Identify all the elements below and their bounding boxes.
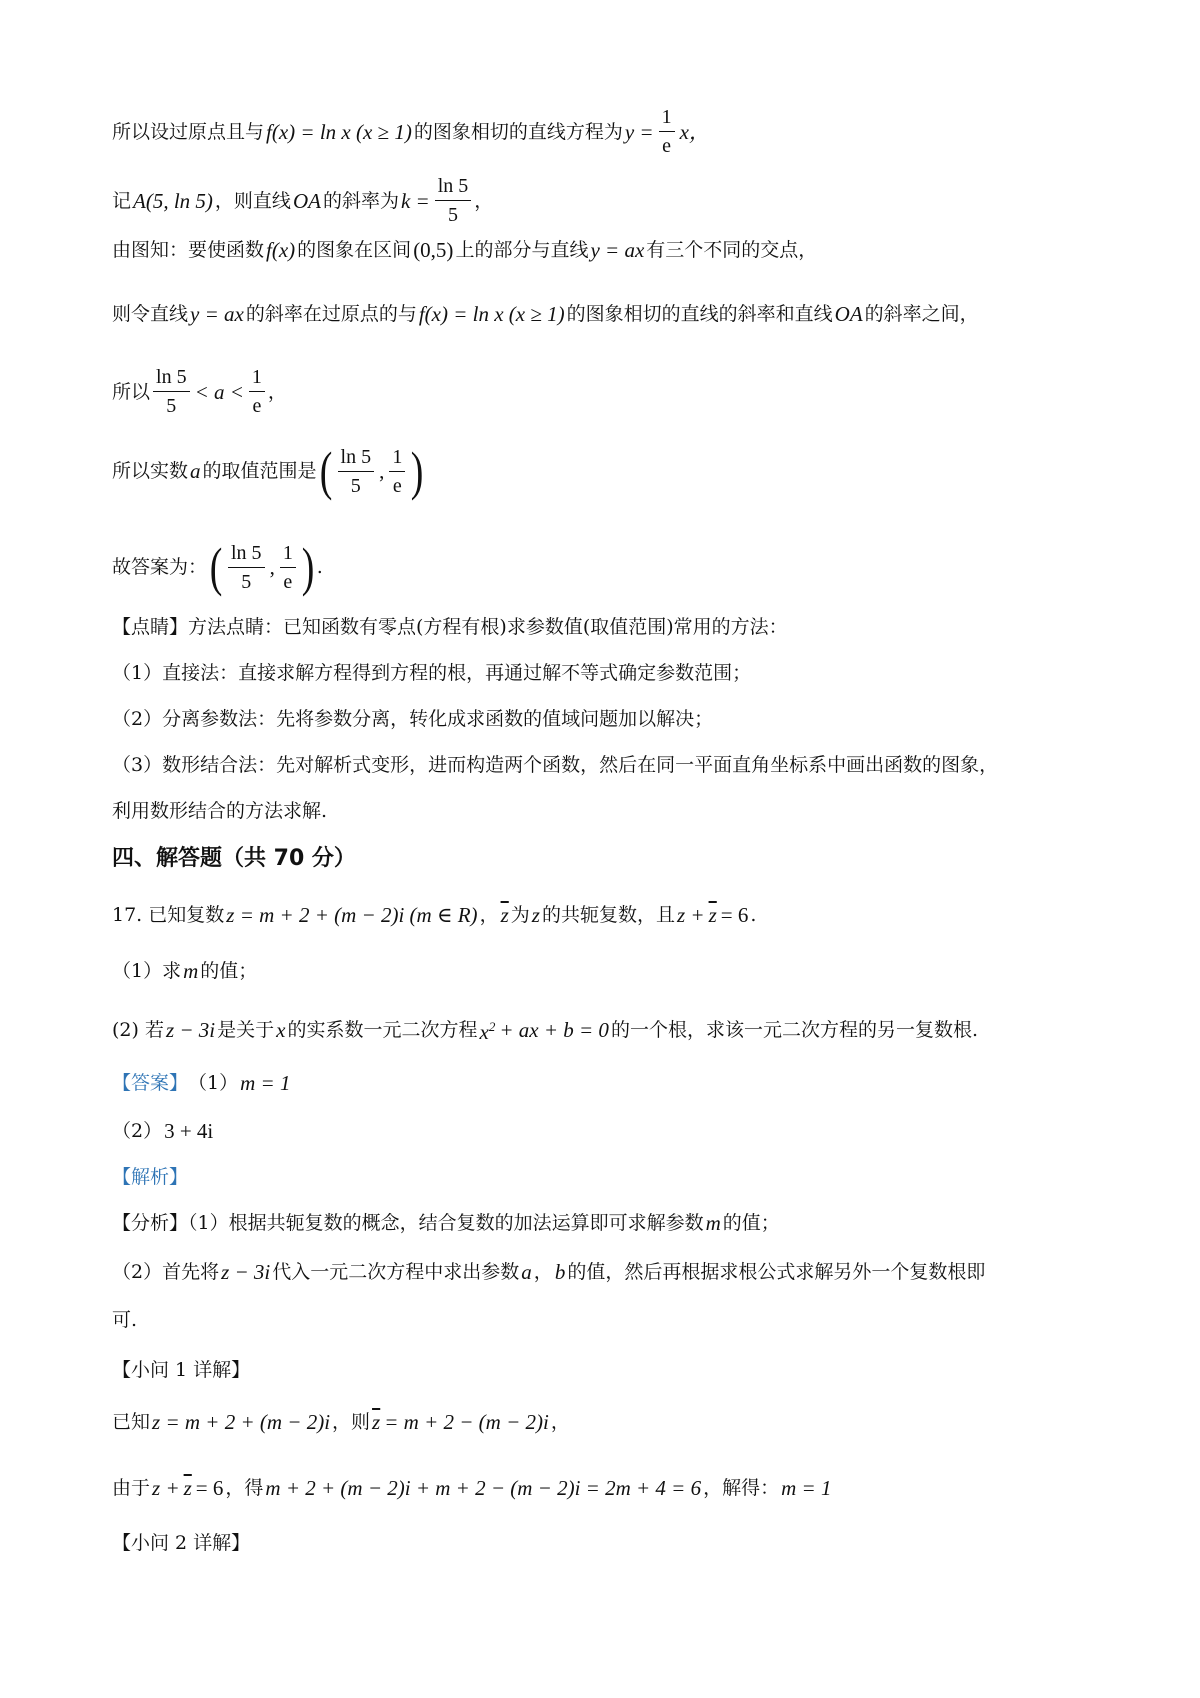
text: 【分析】（1）根据共轭复数的概念，结合复数的加法运算即可求解参数 <box>112 1212 704 1234</box>
text: （3）数形结合法：先对解析式变形，进而构造两个函数，然后在同一平面直角坐标系中画出函数的图象， <box>112 754 999 776</box>
text: 故答案为： <box>112 556 208 578</box>
text: （1）直接法：直接求解方程得到方程的根，再通过解不等式确定参数范围； <box>112 662 752 684</box>
fraction-numerator: 1 <box>249 365 265 392</box>
text: 利用数形结合的方法求解. <box>112 800 328 822</box>
analysis-line <box>112 1259 1120 1285</box>
math-expression: f(x) = ln x (x ≥ 1) <box>266 119 412 144</box>
text: 则令直线 <box>112 303 189 325</box>
question-line <box>112 1014 1120 1045</box>
math-expression: = m + 2 − (m − 2)i <box>384 1410 549 1434</box>
text: 【小问 2 详解】 <box>112 1532 251 1554</box>
math-expression <box>478 1014 498 1045</box>
math-expression: m = 1 <box>781 1476 832 1500</box>
fraction-numerator: ln 5 <box>228 541 265 568</box>
math-expression: = 6 <box>195 1476 224 1500</box>
text: ，则直线 <box>214 189 291 212</box>
math-expression: $\overline{z}$ <box>500 903 509 927</box>
text: ，解得： <box>703 1477 780 1499</box>
text: ， <box>474 189 494 212</box>
text: （2）分离参数法：先将参数分离，转化成求函数的值域问题加以解决； <box>112 708 714 730</box>
text: . <box>750 904 757 926</box>
fraction-numerator: ln 5 <box>153 365 190 392</box>
text: ， <box>550 1411 570 1433</box>
solution-line <box>112 1475 1120 1501</box>
math-expression: z − 3i <box>221 1260 271 1284</box>
math-expression: 3 + 4i <box>164 1119 214 1143</box>
text: 记 <box>112 189 132 212</box>
math-exponent: 2 <box>488 1019 496 1034</box>
text-line <box>112 237 1120 263</box>
tip-item <box>112 706 1120 732</box>
math-expression: x <box>276 1017 286 1042</box>
text: 所以设过原点且与 <box>112 120 265 143</box>
text: （2）首先将 <box>112 1261 220 1283</box>
section-title: 四、解答题（共 70 分） <box>112 846 356 871</box>
text: 由图知：要使函数 <box>112 239 265 261</box>
fraction-denominator: 5 <box>166 395 177 417</box>
text: (2) 若 <box>112 1018 164 1041</box>
text: （1）求 <box>112 960 182 982</box>
tip-item <box>112 752 1120 778</box>
analysis-tag-line <box>112 1164 1120 1190</box>
solution-line <box>112 1409 1120 1435</box>
math-expression: z <box>531 903 540 927</box>
text-line <box>112 365 1120 418</box>
analysis-tag: 【解析】 <box>112 1166 189 1188</box>
math-expression: b <box>554 1260 566 1284</box>
text: 有三个不同的交点， <box>646 239 818 261</box>
analysis-line <box>112 1210 1120 1236</box>
text: （1） <box>188 1072 239 1094</box>
math-expression: z − 3i <box>165 1017 216 1042</box>
math-expression: y = ax <box>190 302 244 326</box>
fraction-numerator: ln 5 <box>338 445 375 472</box>
left-paren: ( <box>209 537 223 597</box>
fraction <box>153 365 190 418</box>
fraction-numerator: 1 <box>280 541 296 568</box>
tip-item <box>112 660 1120 686</box>
text: 17. 已知复数 <box>112 904 225 926</box>
answer-tag: 【答案】 <box>112 1072 189 1094</box>
text: 的一个根，求该一元二次方程的另一复数根. <box>610 1018 978 1041</box>
text: 为 <box>510 904 530 926</box>
text: 是关于 <box>217 1018 275 1041</box>
math-expression: f(x) <box>266 238 296 262</box>
text: 【点睛】方法点睛：已知函数有零点(方程有根)求参数值(取值范围)常用的方法： <box>112 616 788 638</box>
text: 所以实数 <box>112 460 189 482</box>
math-expression: a <box>521 1260 532 1284</box>
fraction-denominator: e <box>662 135 672 157</box>
fraction-denominator: e <box>252 395 262 417</box>
text-line <box>112 105 1120 158</box>
math-expression: (0,5) <box>413 238 454 262</box>
answer-line <box>112 1118 1120 1144</box>
math-expression: m <box>183 959 199 983</box>
math-expression: OA <box>834 302 863 326</box>
math-expression: z = m + 2 + (m − 2)i <box>152 1410 331 1434</box>
comma: , <box>269 555 275 579</box>
text: ， <box>533 1261 553 1283</box>
math-expression: z = m + 2 + (m − 2)i (m ∈ R) <box>226 903 478 927</box>
math-expression: m + 2 + (m − 2)i + m + 2 − (m − 2)i = 2m + 4 = 6 <box>265 1476 702 1500</box>
fraction-denominator: e <box>392 474 402 497</box>
math-expression: + ax + b = 0 <box>499 1017 609 1042</box>
math-expression: y = <box>624 119 654 144</box>
text: 【小问 1 详解】 <box>112 1359 251 1381</box>
math-expression: m <box>705 1211 721 1235</box>
text: 的共轭复数，且 <box>541 904 675 926</box>
text: 的值； <box>722 1212 780 1234</box>
math-expression: m = 1 <box>240 1071 291 1095</box>
text: . <box>316 556 323 578</box>
right-paren: ) <box>411 441 424 501</box>
text: 的图象相切的直线方程为 <box>413 120 623 143</box>
math-expression: a <box>190 459 201 483</box>
text: ， <box>267 380 287 403</box>
sub-heading <box>112 1530 1120 1556</box>
fraction <box>280 541 296 594</box>
math-expression: OA <box>292 188 321 213</box>
text: 的实系数一元二次方程 <box>287 1018 478 1041</box>
tip-heading <box>112 614 1120 640</box>
text: 的图象在区间 <box>297 239 412 261</box>
text: ， <box>479 904 499 926</box>
fraction-denominator: 5 <box>447 204 458 226</box>
text: （2） <box>112 1120 163 1142</box>
text-line <box>112 441 1120 501</box>
math-expression: A(5, ln 5) <box>133 188 213 213</box>
math-expression: $\overline{z}$ <box>183 1476 192 1500</box>
math-expression: < a < <box>194 379 244 404</box>
math-expression: $\overline{z}$ <box>372 1410 381 1434</box>
math-expression: y = ax <box>590 238 645 262</box>
text: 的值，然后再根据求根公式求解另外一个复数根即 <box>567 1261 986 1283</box>
fraction <box>338 445 375 498</box>
text: ，得 <box>225 1477 264 1499</box>
fraction <box>228 541 265 594</box>
fraction <box>389 445 405 498</box>
fraction-denominator: 5 <box>241 570 252 593</box>
text: 上的部分与直线 <box>455 239 589 261</box>
text: 可. <box>112 1309 138 1331</box>
text: 的图象相切的直线的斜率和直线 <box>566 303 833 325</box>
text: 的斜率之间， <box>864 303 979 325</box>
fraction <box>249 365 265 418</box>
tip-item <box>112 798 1120 824</box>
fraction-denominator: e <box>283 570 293 593</box>
text: 的值； <box>200 960 258 982</box>
fraction <box>659 105 675 158</box>
fraction-numerator: 1 <box>659 105 675 132</box>
text: 由于 <box>112 1477 151 1499</box>
text: 所以 <box>112 380 151 403</box>
fraction <box>435 174 472 227</box>
text: 的斜率为 <box>322 189 399 212</box>
math-expression: $\overline{z}$ <box>708 903 717 927</box>
question-line <box>112 958 1120 984</box>
question-line <box>112 902 1120 928</box>
text: 的取值范围是 <box>202 460 317 482</box>
text-line <box>112 174 1120 227</box>
math-base: x <box>479 1020 489 1044</box>
right-paren: ) <box>301 537 315 597</box>
math-expression: = 6 <box>720 903 749 927</box>
fraction-numerator: 1 <box>389 445 405 472</box>
left-paren: ( <box>319 441 332 501</box>
sub-heading <box>112 1357 1120 1383</box>
text: 代入一元二次方程中求出参数 <box>272 1261 520 1283</box>
math-expression: z + <box>152 1476 180 1500</box>
text-line <box>112 301 1120 327</box>
text-line <box>112 537 1120 597</box>
text: ，则 <box>332 1411 371 1433</box>
text: 的斜率在过原点的与 <box>245 303 417 325</box>
math-expression: z + <box>676 903 705 927</box>
analysis-line <box>112 1307 1120 1333</box>
math-expression: k = <box>400 188 430 213</box>
section-heading <box>112 846 1120 872</box>
text: 已知 <box>112 1411 151 1433</box>
math-expression: f(x) = ln x (x ≥ 1) <box>418 302 565 326</box>
fraction-denominator: 5 <box>350 474 361 497</box>
answer-line <box>112 1070 1120 1096</box>
math-expression: x， <box>679 119 710 144</box>
fraction-numerator: ln 5 <box>435 174 472 201</box>
comma: , <box>379 459 385 483</box>
